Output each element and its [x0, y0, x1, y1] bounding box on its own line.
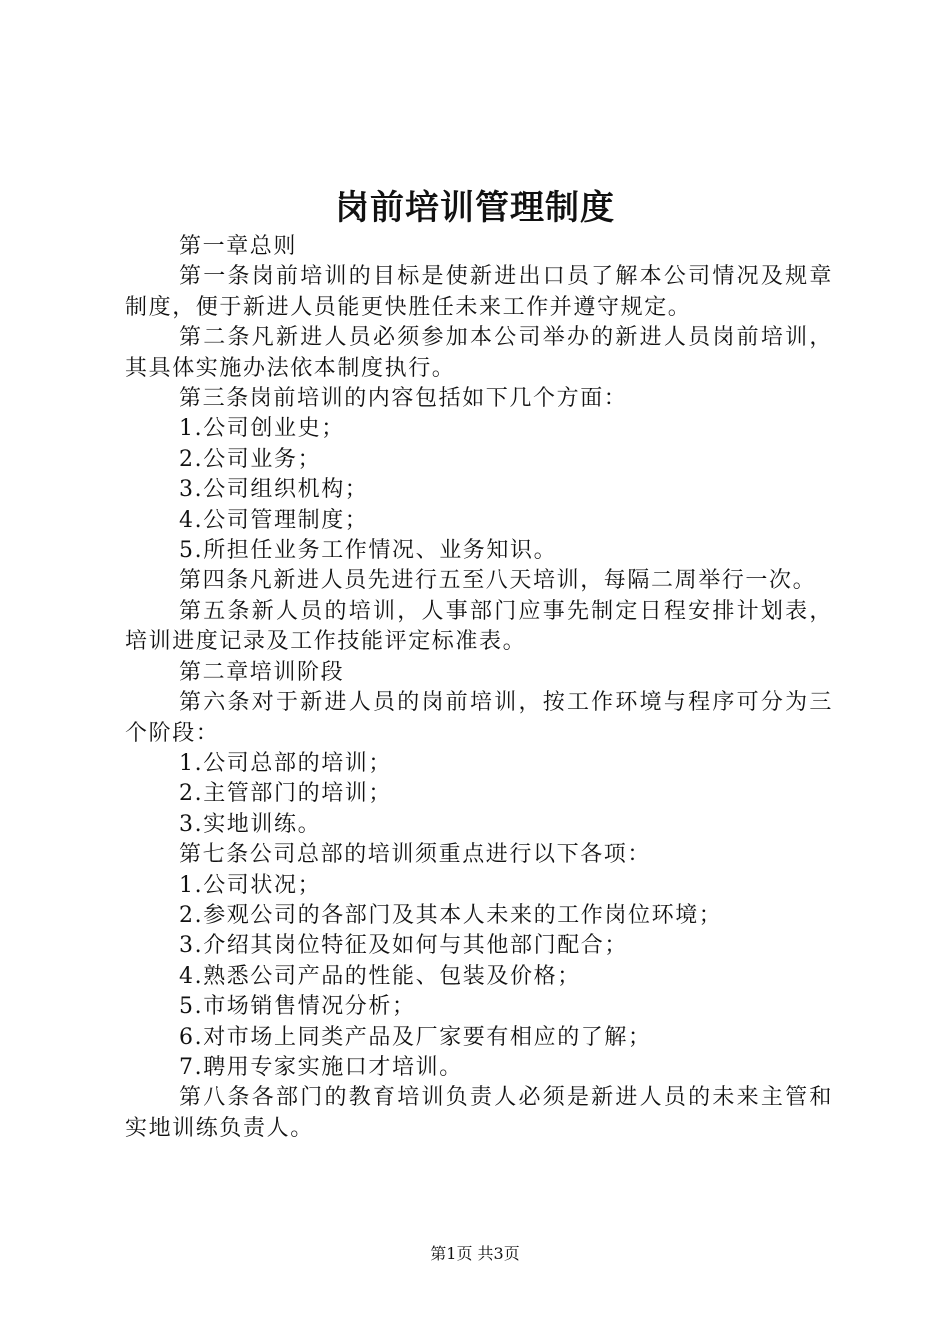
- list-item: 3.实地训练。: [179, 811, 322, 837]
- article-paragraph: 第八条各部门的教育培训负责人必须是新进人员的未来主管和实地训练负责人。: [125, 1085, 833, 1141]
- chapter-heading: 第二章培训阶段: [179, 659, 345, 685]
- list-item: 1.公司总部的培训；: [179, 750, 392, 776]
- list-item: 4.公司管理制度；: [179, 507, 369, 533]
- chapter-heading: 第一章总则: [179, 234, 298, 259]
- article-paragraph: 第六条对于新进人员的岗前培训，按工作环境与程序可分为三个阶段：: [125, 690, 833, 746]
- document-title: 岗前培训管理制度: [335, 188, 615, 228]
- list-item: 7.聘用专家实施口才培训。: [179, 1054, 463, 1080]
- list-item: 2.参观公司的各部门及其本人未来的工作岗位环境；: [179, 902, 723, 928]
- article-paragraph: 第四条凡新进人员先进行五至八天培训，每隔二周举行一次。: [179, 568, 817, 594]
- list-item: 4.熟悉公司产品的性能、包装及价格；: [179, 963, 581, 989]
- list-item: 5.市场销售情况分析；: [179, 994, 416, 1020]
- article-paragraph: 第一条岗前培训的目标是使新进出口员了解本公司情况及规章制度，便于新进人员能更快胜任未来工作并遵守规定。: [125, 264, 833, 320]
- document-body: [125, 232, 833, 1144]
- list-item: 1.公司状况；: [179, 872, 322, 898]
- list-item: 3.介绍其岗位特征及如何与其他部门配合；: [179, 933, 628, 959]
- list-item: 3.公司组织机构；: [179, 477, 369, 503]
- list-item: 5.所担任业务工作情况、业务知识。: [179, 538, 558, 564]
- list-item: 6.对市场上同类产品及厂家要有相应的了解；: [179, 1024, 652, 1050]
- article-paragraph: 第三条岗前培训的内容包括如下几个方面：: [179, 386, 628, 412]
- article-paragraph: 第五条新人员的培训，人事部门应事先制定日程安排计划表，培训进度记录及工作技能评定标准表。: [125, 598, 833, 655]
- article-paragraph: 第二条凡新进人员必须参加本公司举办的新进人员岗前培训，其具体实施办法依本制度执行。: [125, 325, 833, 381]
- article-paragraph: 第七条公司总部的培训须重点进行以下各项：: [179, 842, 652, 868]
- list-item: 2.主管部门的培训；: [179, 781, 392, 807]
- list-item: 2.公司业务；: [179, 446, 322, 472]
- page-number: 第1页 共3页: [430, 1244, 520, 1263]
- list-item: 1.公司创业史；: [179, 416, 345, 442]
